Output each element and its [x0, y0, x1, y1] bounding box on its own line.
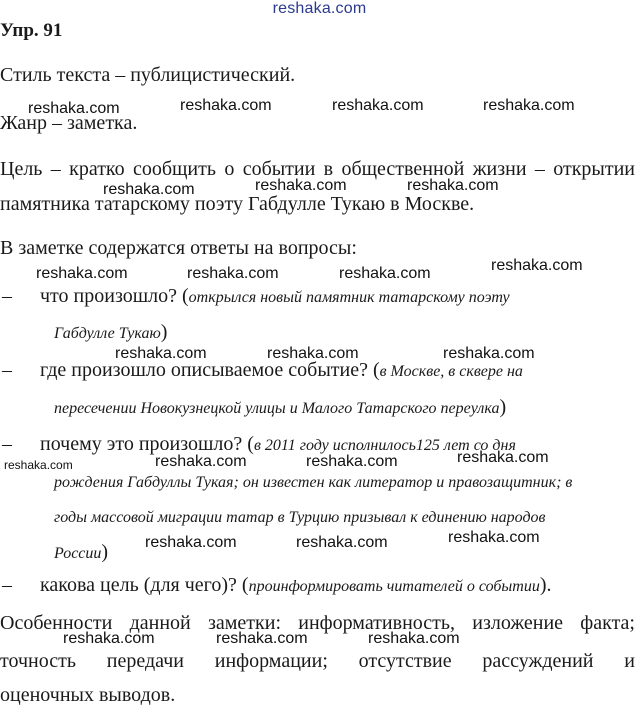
question-4-answer-line-1: проинформировать читателей о событии	[248, 578, 540, 595]
watermark: reshaka.com	[63, 630, 155, 647]
question-4	[40, 574, 551, 597]
bullet-dash: –	[2, 285, 12, 307]
watermark: reshaka.com	[267, 345, 359, 362]
watermark: reshaka.com	[4, 458, 73, 472]
watermark: reshaka.com	[407, 177, 499, 194]
features-line-3: оценочных выводов.	[0, 684, 176, 706]
genre-line: Жанр – заметка.	[0, 112, 138, 134]
style-line: Стиль текста – публицистический.	[0, 64, 296, 86]
watermark: reshaka.com	[306, 453, 398, 470]
watermark: reshaka.com	[491, 257, 583, 274]
watermark: reshaka.com	[216, 630, 308, 647]
watermark: reshaka.com	[36, 265, 128, 282]
question-1-text: что произошло? (	[40, 285, 189, 307]
watermark: reshaka.com	[155, 453, 247, 470]
watermark: reshaka.com	[368, 630, 460, 647]
exercise-title: Упр. 91	[0, 20, 63, 41]
watermark: reshaka.com	[180, 97, 272, 114]
question-1-close: )	[160, 321, 168, 343]
question-3-cont-1	[54, 470, 572, 493]
question-2-cont	[54, 396, 506, 419]
watermark: reshaka.com	[115, 345, 207, 362]
question-1	[40, 285, 635, 308]
watermark: reshaka.com	[296, 534, 388, 551]
watermark: reshaka.com	[443, 345, 535, 362]
question-2-text: где произошло описываемое событие? (	[40, 359, 380, 381]
question-2-answer-line-1: в Москве, в сквере на	[379, 363, 523, 380]
question-4-close: ).	[539, 574, 552, 596]
watermark: reshaka.com	[187, 265, 279, 282]
watermark: reshaka.com	[339, 265, 431, 282]
question-3-answer-line-4: России	[54, 545, 102, 562]
goal-line-2: памятника татарскому поэту Габдулле Тукаю в Москве.	[0, 193, 475, 215]
features-line-2: точность передачи информации; отсутствие рассуждений и	[0, 650, 635, 672]
question-3-answer-line-1: в 2011 году исполнилось125 лет со дня	[253, 437, 516, 454]
watermark: reshaka.com	[145, 534, 237, 551]
questions-intro: В заметке содержатся ответы на вопросы:	[0, 237, 357, 259]
question-3-text: почему это произошло? (	[40, 433, 254, 455]
question-3-cont-3	[54, 541, 108, 564]
question-2-close: )	[499, 396, 507, 418]
watermark: reshaka.com	[457, 449, 549, 466]
question-1-answer-line-2: Габдулле Тукаю	[54, 325, 161, 342]
question-3-answer-line-3: годы массовой миграции татар в Турцию призывал к единению народов	[54, 509, 546, 526]
question-3-answer-line-2: рождения Габдуллы Тукая; он известен как литератор и правозащитник; в	[54, 474, 573, 491]
bullet-dash: –	[2, 574, 12, 596]
bullet-dash: –	[2, 433, 12, 455]
question-1-cont	[54, 321, 167, 344]
watermark: reshaka.com	[28, 100, 120, 117]
watermark: reshaka.com	[332, 97, 424, 114]
question-4-text: какова цель (для чего)? (	[40, 574, 249, 596]
watermark: reshaka.com	[483, 97, 575, 114]
question-3-close: )	[101, 541, 109, 563]
watermark: reshaka.com	[103, 181, 195, 198]
watermark: reshaka.com	[255, 177, 347, 194]
question-3	[40, 433, 516, 456]
header-watermark: reshaka.com	[272, 0, 367, 17]
question-1-answer-line-1: открылся новый памятник татарскому поэту	[188, 289, 510, 306]
features-line-1: Особенности данной заметки: информативность, изложение факта;	[0, 612, 635, 634]
watermark: reshaka.com	[448, 529, 540, 546]
question-2-answer-line-2: пересечении Новокузнецкой улицы и Малого Татарского переулка	[54, 400, 500, 417]
question-3-cont-2	[54, 505, 546, 528]
goal-line-1: Цель – кратко сообщить о событии в общественной жизни – открытии	[0, 158, 635, 180]
bullet-dash: –	[2, 359, 12, 381]
